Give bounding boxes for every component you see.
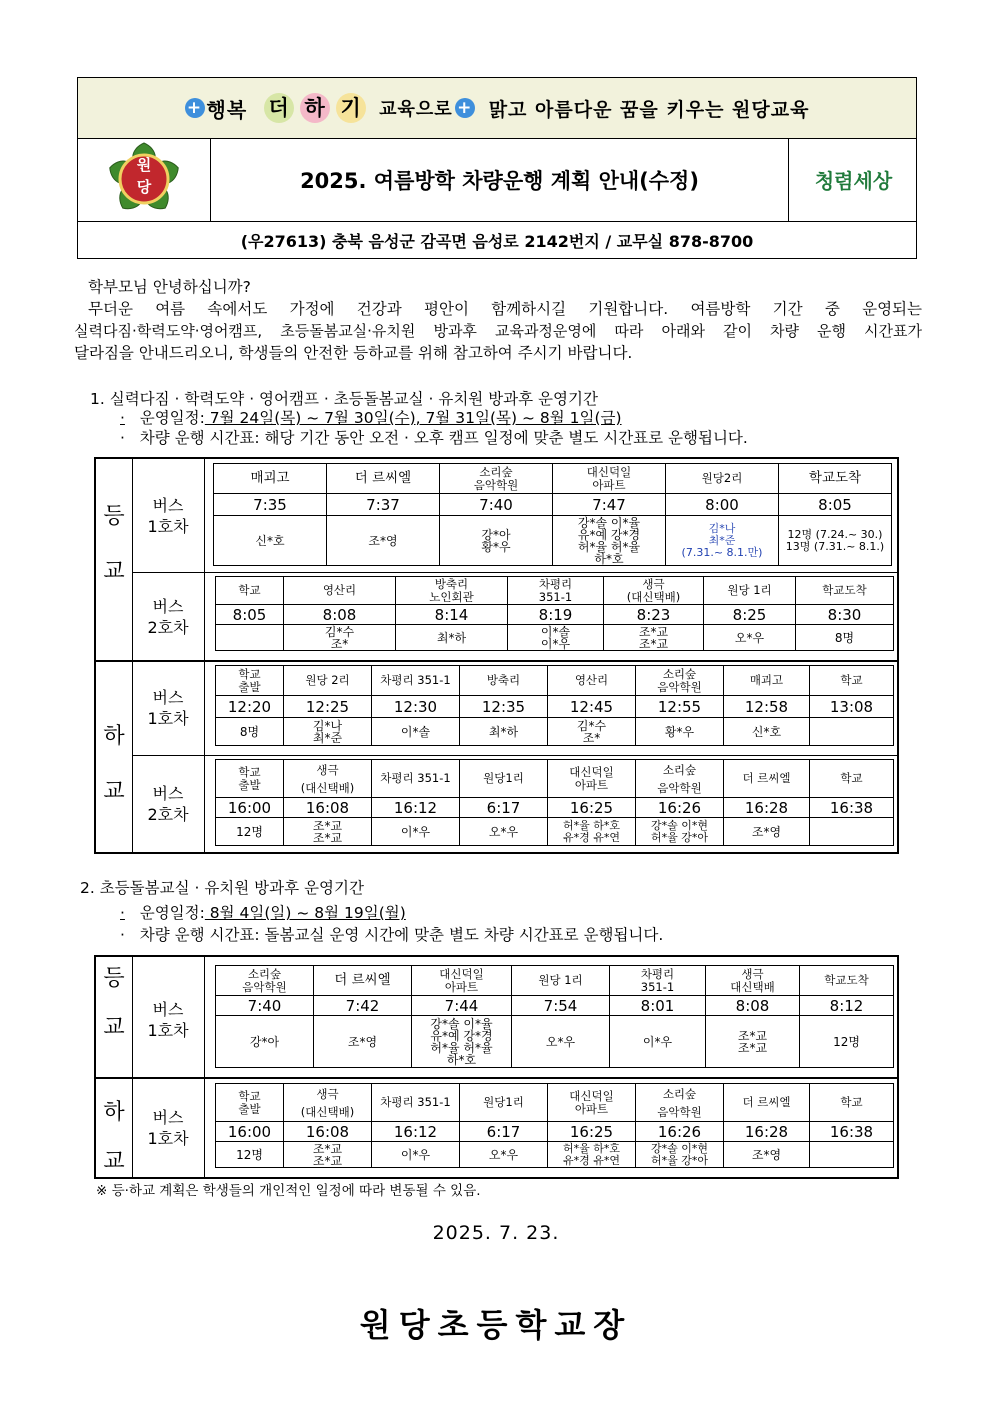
stop-name: 학교 출발 [216, 666, 284, 696]
student-cell: 12명 [216, 1142, 284, 1168]
time-cell: 12:30 [372, 696, 460, 718]
time-cell: 7:37 [327, 494, 440, 516]
side-label-leaving: 하 교 [103, 1100, 125, 1174]
stop-name: 원당 2리 [284, 666, 372, 696]
going-bus1-table [213, 463, 892, 566]
brand-logo [788, 138, 918, 221]
stop-name: 생극 (대신택배) [604, 577, 704, 605]
student-cell: 12명 [216, 818, 284, 846]
time-cell: 8:05 [216, 605, 284, 625]
student-cell: 김*수 조* [548, 718, 636, 746]
time-cell: 16:12 [372, 798, 460, 818]
stop-name: 대신덕일 아파트 [412, 966, 512, 996]
student-cell: 강*아 황*우 [440, 516, 553, 566]
time-cell: 12:55 [636, 696, 724, 718]
stop-name: 매괴고 [214, 464, 327, 494]
stop-name: 학교 출발 [216, 760, 284, 798]
time-cell: 16:00 [216, 1122, 284, 1142]
time-cell: 16:26 [636, 1122, 724, 1142]
plus-icon: + [185, 98, 205, 118]
brand-logo-text: 청렴세상 [814, 169, 893, 193]
section1-schedule [120, 407, 622, 429]
time-cell: 16:08 [284, 798, 372, 818]
student-cell: 이*솔 이*우 [508, 625, 604, 651]
stop-name: 학교도착 [779, 464, 892, 494]
bullet-dot: · [120, 926, 125, 944]
stop-name: 더 르씨엘 [314, 966, 412, 996]
schedule-table-1 [94, 457, 899, 854]
time-cell: 16:12 [372, 1122, 460, 1142]
student-cell: 이*우 [372, 1142, 460, 1168]
time-cell: 8:25 [704, 605, 796, 625]
stop-name: 학교 출발 [216, 1084, 284, 1122]
schedule-value: 8월 4일(일) ~ 8월 19일(월) [204, 904, 406, 922]
time-cell: 8:14 [396, 605, 508, 625]
time-row [216, 696, 894, 718]
student-cell: 강*솔 이*율 유*예 강*경 허*율 허*율 하*호 [412, 1016, 512, 1068]
student-cell: 8명 [216, 718, 284, 746]
stop-name: 차평리 351-1 [508, 577, 604, 605]
stop-name: 차평리 351-1 [372, 1084, 460, 1122]
stop-name: 대신덕일 아파트 [548, 1084, 636, 1122]
schedule-table-2 [94, 955, 899, 1179]
student-cell: 강*솔 이*현 허*율 강*아 [636, 1142, 724, 1168]
student-cell: 오*우 [704, 625, 796, 651]
bus-2-label: 버스 2호차 [147, 597, 189, 637]
student-cell: 오*우 [460, 818, 548, 846]
time-row [216, 1122, 894, 1142]
stop-row [216, 577, 894, 605]
school-seal-logo [78, 138, 211, 221]
stop-row [214, 464, 892, 494]
stop-name: 대신덕일 아파트 [548, 760, 636, 798]
bus-1-label: 버스 1호차 [147, 1108, 189, 1148]
document-date: 2025. 7. 23. [432, 1222, 560, 1244]
section2-schedule [120, 902, 406, 924]
stop-name: 소리숲 음악학원 [440, 464, 553, 494]
student-cell: 김*나 최*준 (7.31.~ 8.1.만) [666, 516, 779, 566]
side-label-leaving: 하 교 [103, 724, 125, 804]
time-cell: 7:40 [440, 494, 553, 516]
stop-name: 소리숲 음악학원 [636, 666, 724, 696]
stop-name: 방축리 [460, 666, 548, 696]
stop-name: 원당 1리 [512, 966, 610, 996]
student-row [216, 625, 894, 651]
leaving-bus1-table [215, 665, 894, 746]
student-cell [810, 718, 894, 746]
time-cell: 8:30 [796, 605, 894, 625]
letter-header [77, 77, 917, 259]
seal-char-1: 원 [136, 156, 152, 174]
slogan-part3: 맑고 아름다운 꿈을 키우는 원당교육 [488, 98, 810, 121]
section2-note-row [120, 924, 663, 946]
slogan-part2: 교육으로 [379, 99, 453, 120]
time-row [216, 798, 894, 818]
section2-note: 차량 운행 시간표: 돌봄교실 운영 시간에 맞춘 별도 차량 시간표로 운행됩니다. [139, 926, 664, 944]
stop-name: 생극 대신택배 [706, 966, 800, 996]
stop-name: 학교도착 [800, 966, 894, 996]
student-cell [810, 1142, 894, 1168]
side-label-going: 등 교 [103, 966, 125, 1040]
time-cell: 12:35 [460, 696, 548, 718]
student-row [216, 718, 894, 746]
time-cell: 8:23 [604, 605, 704, 625]
student-cell: 강*아 [216, 1016, 314, 1068]
bullet-dot: · [120, 429, 125, 447]
student-row [216, 1016, 894, 1068]
student-cell: 이*우 [372, 818, 460, 846]
student-cell: 황*우 [636, 718, 724, 746]
time-cell: 12:45 [548, 696, 636, 718]
stop-name: 영산리 [548, 666, 636, 696]
section1-title: 1. 실력다짐 · 학력도약 · 영어캠프 · 초등돌봄교실 · 유치원 방과후 운영기간 [90, 390, 598, 408]
time-row [216, 996, 894, 1016]
stop-name: 영산리 [284, 577, 396, 605]
student-cell: 8명 [796, 625, 894, 651]
student-cell: 12명 (7.24.~ 30.) 13명 (7.31.~ 8.1.) [779, 516, 892, 566]
student-cell: 강*솔 이*현 허*율 강*아 [636, 818, 724, 846]
student-cell: 조*교 조*교 [706, 1016, 800, 1068]
student-row [216, 1142, 894, 1168]
bullet-dot: · [120, 904, 125, 922]
slogan-part1: 행복 [206, 97, 248, 122]
bus-1-label: 버스 1호차 [147, 688, 189, 728]
student-cell: 조*영 [724, 818, 810, 846]
slogan-blob-2: 하 [300, 93, 330, 123]
intro-line-1: 무더운 여름 속에서도 가정에 건강과 평안이 함께하시길 기원합니다. 여름방학 기간 중 운영되는 [88, 300, 922, 318]
student-cell: 최*하 [460, 718, 548, 746]
bus-2-label: 버스 2호차 [147, 784, 189, 824]
time-cell: 16:38 [810, 1122, 894, 1142]
student-cell: 이*솔 [372, 718, 460, 746]
footnote: ※ 등·하교 계획은 학생들의 개인적인 일정에 따라 변동될 수 있음. [96, 1183, 481, 1199]
leaving-bus2-table [215, 759, 894, 846]
stop-name: 소리숲 음악학원 [216, 966, 314, 996]
time-cell: 6:17 [460, 798, 548, 818]
time-cell: 16:26 [636, 798, 724, 818]
time-cell: 8:05 [779, 494, 892, 516]
time-cell: 8:00 [666, 494, 779, 516]
student-cell: 강*솔 이*율 유*예 강*경 허*율 허*율 하*호 [553, 516, 666, 566]
stop-name: 더 르씨엘 [327, 464, 440, 494]
student-cell: 오*우 [460, 1142, 548, 1168]
student-cell: 조*교 조*교 [604, 625, 704, 651]
time-cell: 16:28 [724, 798, 810, 818]
stop-row [216, 966, 894, 996]
time-row [214, 494, 892, 516]
student-cell: 김*나 최*준 [284, 718, 372, 746]
time-row [216, 605, 894, 625]
greeting: 학부모님 안녕하십니까? [88, 278, 251, 296]
bullet-dot: · [120, 409, 125, 427]
time-cell: 7:44 [412, 996, 512, 1016]
student-cell [810, 818, 894, 846]
stop-name: 학교 [810, 1084, 894, 1122]
student-cell: 이*우 [610, 1016, 706, 1068]
time-cell: 8:12 [800, 996, 894, 1016]
time-cell: 8:08 [706, 996, 800, 1016]
going-bus2-table [215, 576, 894, 651]
time-cell: 6:17 [460, 1122, 548, 1142]
student-cell: 12명 [800, 1016, 894, 1068]
bus-1-label: 버스 1호차 [147, 496, 189, 536]
stop-name: 원당1리 [460, 760, 548, 798]
time-cell: 16:28 [724, 1122, 810, 1142]
seal-char-2: 당 [136, 178, 152, 196]
time-cell: 16:38 [810, 798, 894, 818]
intro-line-3: 달라짐을 안내드리오니, 학생들의 안전한 등하교를 위해 참고하여 주시기 바랍니다. [74, 344, 633, 362]
student-row [216, 818, 894, 846]
page-title: 2025. 여름방학 차량운행 계획 안내(수정) [300, 168, 699, 193]
student-cell: 김*수 조* [284, 625, 396, 651]
plus-icon: + [455, 98, 475, 118]
student-row [214, 516, 892, 566]
stop-name: 방축리 노인회관 [396, 577, 508, 605]
stop-name: 생극 (대신택배) [284, 760, 372, 798]
stop-name: 차평리 351-1 [610, 966, 706, 996]
slogan-banner [78, 78, 916, 139]
bus-1-label: 버스 1호차 [147, 1000, 189, 1040]
schedule-label: 운영일정: [139, 904, 205, 922]
time-cell: 7:54 [512, 996, 610, 1016]
time-cell: 8:08 [284, 605, 396, 625]
section1-note-row [120, 427, 748, 449]
stop-name: 소리숲 음악학원 [636, 1084, 724, 1122]
time-cell: 8:01 [610, 996, 706, 1016]
student-cell: 최*하 [396, 625, 508, 651]
address: (우27613) 충북 음성군 감곡면 음성로 2142번지 / 교무실 878-8700 [240, 231, 754, 251]
time-cell: 8:19 [508, 605, 604, 625]
leaving-bus1-table [215, 1083, 894, 1168]
student-cell [216, 625, 284, 651]
time-cell: 16:25 [548, 798, 636, 818]
stop-name: 학교 [216, 577, 284, 605]
section2-title: 2. 초등돌봄교실 · 유치원 방과후 운영기간 [80, 879, 364, 897]
stop-name: 학교도착 [796, 577, 894, 605]
stop-name: 차평리 351-1 [372, 666, 460, 696]
time-cell: 12:58 [724, 696, 810, 718]
time-cell: 16:25 [548, 1122, 636, 1142]
time-cell: 7:42 [314, 996, 412, 1016]
time-cell: 12:25 [284, 696, 372, 718]
stop-name: 원당2리 [666, 464, 779, 494]
stop-row [216, 1084, 894, 1122]
slogan-blob-1: 더 [264, 93, 294, 123]
student-cell: 조*영 [314, 1016, 412, 1068]
time-cell: 7:47 [553, 494, 666, 516]
student-cell: 오*우 [512, 1016, 610, 1068]
time-cell: 13:08 [810, 696, 894, 718]
title-row [78, 138, 916, 222]
student-cell: 신*호 [214, 516, 327, 566]
stop-name: 더 르씨엘 [724, 760, 810, 798]
stop-row [216, 760, 894, 798]
intro-line-2: 실력다짐·학력도약·영어캠프, 초등돌봄교실·유치원 방과후 교육과정운영에 따라 아래와 같이 차량 운행 시간표가 [74, 322, 922, 340]
schedule-value: 7월 24일(목) ~ 7월 30일(수), 7월 31일(목) ~ 8월 1일(금) [204, 409, 622, 427]
student-cell: 조*교 조*교 [284, 1142, 372, 1168]
stop-name: 대신덕일 아파트 [553, 464, 666, 494]
student-cell: 조*영 [327, 516, 440, 566]
signature: 원당초등학교장 [359, 1306, 633, 1344]
slogan-blob-3: 기 [336, 93, 366, 123]
time-cell: 16:00 [216, 798, 284, 818]
stop-name: 원당 1리 [704, 577, 796, 605]
stop-name: 더 르씨엘 [724, 1084, 810, 1122]
time-cell: 7:40 [216, 996, 314, 1016]
stop-name: 소리숲 음악학원 [636, 760, 724, 798]
time-cell: 16:08 [284, 1122, 372, 1142]
student-cell: 신*호 [724, 718, 810, 746]
stop-name: 생극 (대신택배) [284, 1084, 372, 1122]
stop-name: 학교 [810, 760, 894, 798]
student-cell: 조*영 [724, 1142, 810, 1168]
time-cell: 7:35 [214, 494, 327, 516]
going-bus1-table [215, 965, 894, 1068]
section1-note: 차량 운행 시간표: 해당 기간 동안 오전 · 오후 캠프 일정에 맞춘 별도 시간표로 운행됩니다. [139, 429, 748, 447]
time-cell: 12:20 [216, 696, 284, 718]
stop-row [216, 666, 894, 696]
student-cell: 허*율 하*호 유*경 유*연 [548, 1142, 636, 1168]
schedule-label: 운영일정: [139, 409, 205, 427]
stop-name: 차평리 351-1 [372, 760, 460, 798]
side-label-going: 등 교 [103, 504, 125, 584]
stop-name: 매괴고 [724, 666, 810, 696]
student-cell: 조*교 조*교 [284, 818, 372, 846]
stop-name: 학교 [810, 666, 894, 696]
student-cell: 허*율 하*호 유*경 유*연 [548, 818, 636, 846]
stop-name: 원당1리 [460, 1084, 548, 1122]
